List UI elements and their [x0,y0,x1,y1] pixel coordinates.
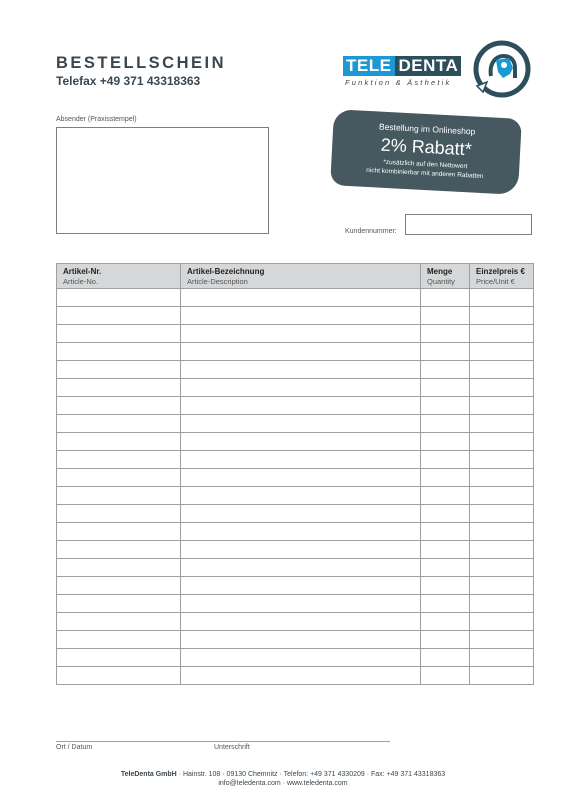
customer-number-field[interactable] [405,214,532,235]
cell-quantity[interactable] [421,415,470,433]
promo-badge [330,109,522,195]
column-label-de: Einzelpreis € [476,267,525,276]
sender-stamp-field[interactable] [56,127,269,234]
cell-quantity[interactable] [421,307,470,325]
cell-description[interactable] [181,577,421,595]
cell-unit-price[interactable] [470,379,534,397]
cell-article-no[interactable] [57,343,181,361]
cell-description[interactable] [181,541,421,559]
table-row [57,397,534,415]
teledenta-logo [343,38,533,100]
column-header-article-no [57,264,181,289]
promo-discount: 2% Rabatt* [380,134,473,160]
cell-description[interactable] [181,469,421,487]
cell-description[interactable] [181,613,421,631]
cell-article-no[interactable] [57,325,181,343]
table-header-row [57,264,534,289]
cell-unit-price[interactable] [470,343,534,361]
cell-quantity[interactable] [421,649,470,667]
column-label-en: Article-No. [63,277,99,286]
table-row [57,559,534,577]
cell-description[interactable] [181,415,421,433]
table-row [57,613,534,631]
cell-quantity[interactable] [421,397,470,415]
order-table [56,263,534,685]
table-row [57,451,534,469]
cell-quantity[interactable] [421,379,470,397]
sender-label: Absender (Praxisstempel) [56,116,137,123]
cell-unit-price[interactable] [470,325,534,343]
cell-description[interactable] [181,289,421,307]
cell-description[interactable] [181,307,421,325]
cell-article-no[interactable] [57,505,181,523]
cell-quantity[interactable] [421,559,470,577]
cell-unit-price[interactable] [470,487,534,505]
cell-quantity[interactable] [421,451,470,469]
cell-unit-price[interactable] [470,469,534,487]
cell-unit-price[interactable] [470,397,534,415]
cell-description[interactable] [181,559,421,577]
cell-article-no[interactable] [57,361,181,379]
cell-description[interactable] [181,505,421,523]
cell-unit-price[interactable] [470,613,534,631]
cell-quantity[interactable] [421,343,470,361]
cell-unit-price[interactable] [470,649,534,667]
cell-quantity[interactable] [421,469,470,487]
logo-tagline: Funktion & Ästhetik [345,78,452,87]
promo-note-2: nicht kombinierbar mit anderen Rabatten [366,166,484,181]
cell-unit-price[interactable] [470,361,534,379]
footer-address-text: · Hainstr. 108 · 09130 Chemnitz · Telefon: +49 371 4330209 · Fax: +49 371 43318363 [176,771,446,778]
table-row [57,505,534,523]
cell-description[interactable] [181,343,421,361]
cell-unit-price[interactable] [470,577,534,595]
column-label-de: Artikel-Bezeichnung [187,267,265,276]
cell-article-no[interactable] [57,541,181,559]
cell-unit-price[interactable] [470,667,534,685]
footer-company: TeleDenta GmbH [120,771,177,778]
cell-description[interactable] [181,487,421,505]
cell-description[interactable] [181,631,421,649]
table-row [57,469,534,487]
cell-unit-price[interactable] [470,559,534,577]
table-row [57,289,534,307]
cell-description[interactable] [181,451,421,469]
table-row [57,415,534,433]
table-row [57,523,534,541]
cell-description[interactable] [181,649,421,667]
table-row [57,379,534,397]
cell-unit-price[interactable] [470,541,534,559]
column-label-en: Article-Description [187,277,248,286]
table-row [57,325,534,343]
table-row [57,667,534,685]
table-row [57,595,534,613]
cell-quantity[interactable] [421,613,470,631]
cell-quantity[interactable] [421,505,470,523]
cell-article-no[interactable] [57,667,181,685]
cell-unit-price[interactable] [470,451,534,469]
table-row [57,541,534,559]
cell-quantity[interactable] [421,541,470,559]
column-label-en: Quantity [427,277,455,286]
cell-article-no[interactable] [57,415,181,433]
cell-article-no[interactable] [57,523,181,541]
document-title: BESTELLSCHEIN [56,54,227,72]
cell-article-no[interactable] [57,451,181,469]
column-header-description [181,264,421,289]
table-row [57,577,534,595]
cell-quantity[interactable] [421,523,470,541]
column-label-de: Artikel-Nr. [63,267,102,276]
cell-article-no[interactable] [57,559,181,577]
table-row [57,433,534,451]
table-row [57,649,534,667]
logo-wordmark [343,56,461,76]
cell-article-no[interactable] [57,595,181,613]
place-date-label: Ort / Datum [56,744,93,751]
table-row [57,307,534,325]
cell-article-no[interactable] [57,289,181,307]
cell-quantity[interactable] [421,325,470,343]
logo-part-denta: DENTA [395,56,461,76]
table-row [57,487,534,505]
column-header-unit-price [470,264,534,289]
cell-description[interactable] [181,523,421,541]
cell-article-no[interactable] [57,613,181,631]
signature-label: Unterschrift [214,744,250,751]
table-row [57,361,534,379]
cell-quantity[interactable] [421,631,470,649]
order-table-body [57,289,534,685]
cell-article-no[interactable] [57,379,181,397]
footer-contact: info@teledenta.com · www.teledenta.com [218,780,348,787]
cell-unit-price[interactable] [470,523,534,541]
cell-article-no[interactable] [57,397,181,415]
cell-quantity[interactable] [421,361,470,379]
cell-article-no[interactable] [57,433,181,451]
cell-quantity[interactable] [421,289,470,307]
cell-description[interactable] [181,667,421,685]
promo-note-1: *zusätzlich auf den Nettowert [383,158,468,171]
table-row [57,631,534,649]
column-label-de: Menge [427,267,453,276]
cell-quantity[interactable] [421,487,470,505]
cell-article-no[interactable] [57,307,181,325]
cell-unit-price[interactable] [470,505,534,523]
fax-number: Telefax +49 371 43318363 [56,74,201,88]
cell-article-no[interactable] [57,649,181,667]
promo-line-1: Bestellung im Onlineshop [378,121,476,137]
cell-description[interactable] [181,397,421,415]
cell-unit-price[interactable] [470,415,534,433]
cell-description[interactable] [181,325,421,343]
cell-quantity[interactable] [421,667,470,685]
cell-unit-price[interactable] [470,307,534,325]
cell-article-no[interactable] [57,469,181,487]
cell-description[interactable] [181,433,421,451]
cell-quantity[interactable] [421,433,470,451]
cell-description[interactable] [181,595,421,613]
footer-address [0,771,566,778]
cell-article-no[interactable] [57,577,181,595]
logo-part-tele: TELE [343,56,395,76]
at-sign-face-icon [471,38,533,100]
customer-number-label: Kundennummer: [345,228,397,235]
column-label-en: Price/Unit € [476,277,515,286]
cell-unit-price[interactable] [470,289,534,307]
cell-unit-price[interactable] [470,433,534,451]
cell-unit-price[interactable] [470,631,534,649]
cell-article-no[interactable] [57,631,181,649]
cell-quantity[interactable] [421,577,470,595]
cell-article-no[interactable] [57,487,181,505]
signature-divider [56,741,390,742]
column-header-quantity [421,264,470,289]
cell-description[interactable] [181,379,421,397]
cell-description[interactable] [181,361,421,379]
table-row [57,343,534,361]
cell-quantity[interactable] [421,595,470,613]
cell-unit-price[interactable] [470,595,534,613]
